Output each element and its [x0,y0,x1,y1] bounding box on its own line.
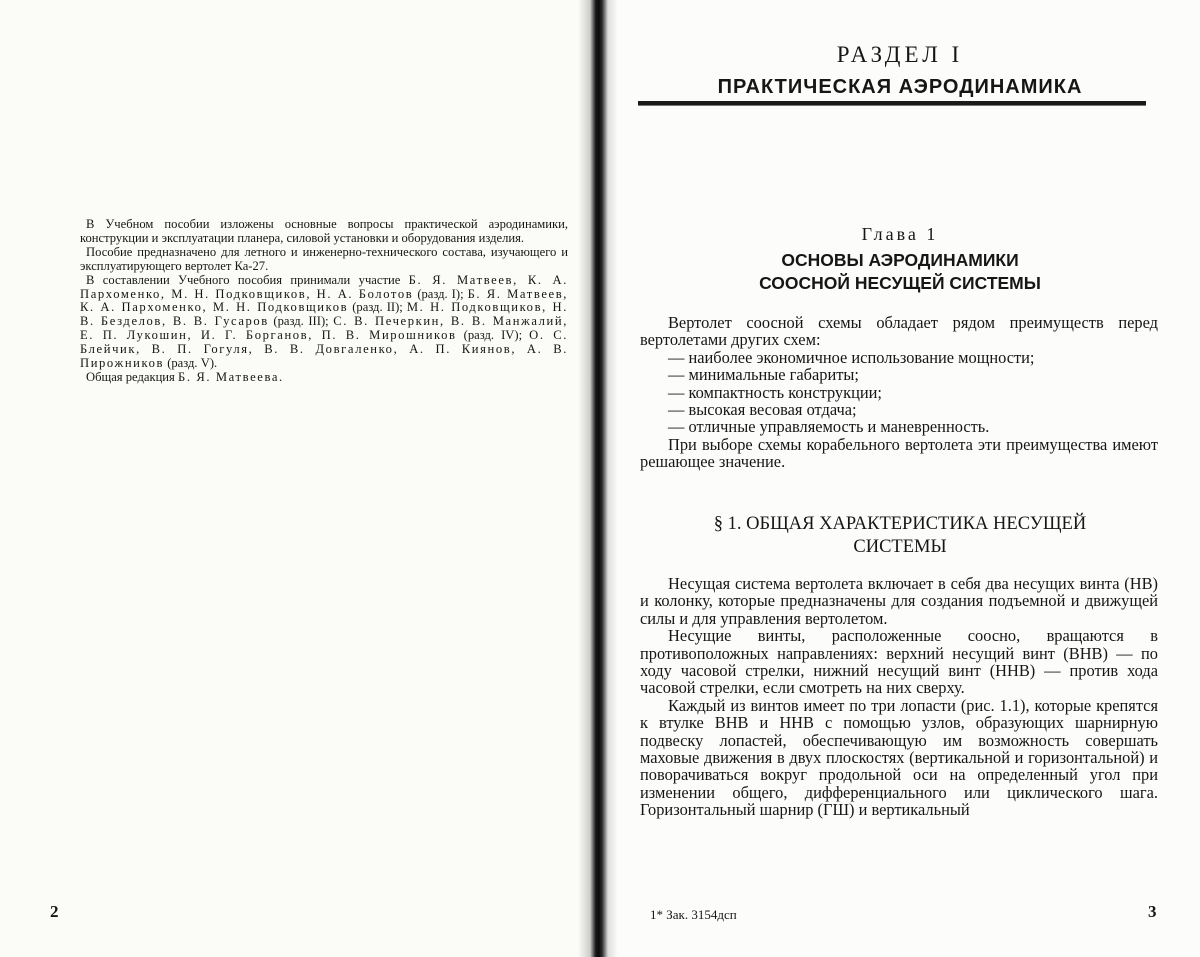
annotation-block [80,218,568,385]
paragraph-body [640,575,1158,819]
right-page [600,0,1200,957]
section-divider [638,101,1146,106]
chapter-title-line-1: ОСНОВЫ АЭРОДИНАМИКИ [781,250,1019,270]
book-gutter [578,0,618,957]
page-number-left: 2 [50,902,59,921]
authors-intro: В составлении Учебного пособия принимали участие [86,272,401,287]
authors-part1-names: Б. Я. Матвеев, К. А. Пархоменко, М. Н. Подковщиков, Н. А. Болотов [80,272,568,301]
authors-part1-note: (разд. I); [417,286,464,301]
section-title: ПРАКТИЧЕСКАЯ АЭРОДИНАМИКА [717,76,1083,98]
authors-part4-note: (разд. IV); [463,328,523,343]
advantage-item: — наиболее экономичное использование мощности; [668,347,1035,367]
authors-part5-note: (разд. V). [167,356,218,371]
editor-prefix: Общая редакция [86,369,175,384]
paragraph-title [600,513,1200,559]
advantage-item: — отличные управляемость и маневренность. [668,417,990,437]
paragraph-title-line-1: § 1. ОБЩАЯ ХАРАКТЕРИСТИКА НЕСУЩЕЙ [713,514,1087,534]
advantage-item: — высокая весовая отдача; [668,400,857,420]
body-paragraph-2: Несущие винты, расположенные соосно, вращаются в противоположных направлениях: верхний несущий винт (ВНВ) — по ходу часовой стрелки, нижний несущий винт (ННВ) — против хода часовой стрелки, если смотреть на них сверху. [640,626,1158,698]
advantage-item: — компактность конструкции; [668,382,882,402]
authors-part2-note: (разд. II); [352,300,403,315]
body-paragraph-3: Каждый из винтов имеет по три лопасти (рис. 1.1), которые крепятся к втулке ВНВ и ННВ с помощью узлов, образующих шарнирную подвеску лопастей, обеспечивающую им возможность совершать маховые движения в двух плоскостях (вертикальной и горизонтальной) и поворачиваться вокруг продольной оси на определенный угол при изменении общего, дифференциального или циклического шага. Горизонтальный шарнир (ГШ) и вертикальный [640,695,1158,820]
abstract-paragraph-2: Пособие предназначено для летного и инженерно-технического состава, изучающего и эксплуатирующего вертолет Ка-27. [80,244,568,273]
advantage-item: — минимальные габариты; [668,365,859,385]
left-page [0,0,595,957]
editor-name: Б. Я. Матвеева. [178,369,284,384]
body-paragraph-1: Несущая система вертолета включает в себя два несущих винта (НВ) и колонку, которые предназначены для создания подъемной и движущей силы и для управления вертолетом. [640,574,1158,628]
page-number-right: 3 [1148,902,1157,921]
chapter-title [600,249,1200,295]
authors-part2-names: Б. Я. Матвеев, К. А. Пархоменко, М. Н. Подковщиков [80,286,568,315]
chapter-intro [640,314,1158,471]
paragraph-title-line-2: СИСТЕМЫ [853,537,947,557]
chapter-label: Глава 1 [861,224,939,244]
abstract-paragraph-1: В Учебном пособии изложены основные вопросы практической аэродинамики, конструкции и эксплуатации планера, силовой установки и оборудования изделия. [80,217,568,245]
authors-paragraph [80,274,568,371]
print-order-note: 1* Зак. 3154дсп [650,907,737,922]
authors-part3-names: М. Н. Подковщиков, Н. В. Безделов, В. В. Гусаров [80,300,568,329]
editor-line [80,371,568,385]
authors-part5-names: О. С. Блейчик, В. П. Гогуля, В. В. Довгаленко, А. П. Киянов, А. В. Пирожников [80,328,568,371]
section-label: РАЗДЕЛ I [836,42,964,67]
authors-part4-names: С. В. Печеркин, В. В. Манжалий, Е. П. Лукошин, И. Г. Борганов, П. В. Мирошников [80,314,568,343]
authors-part3-note: (разд. III); [273,314,329,329]
conclusion-paragraph: При выборе схемы корабельного вертолета эти преимущества имеют решающее значение. [640,434,1158,472]
chapter-title-line-2: СООСНОЙ НЕСУЩЕЙ СИСТЕМЫ [759,273,1041,293]
intro-paragraph: Вертолет соосной схемы обладает рядом преимуществ перед вертолетами других схем: [640,313,1158,350]
